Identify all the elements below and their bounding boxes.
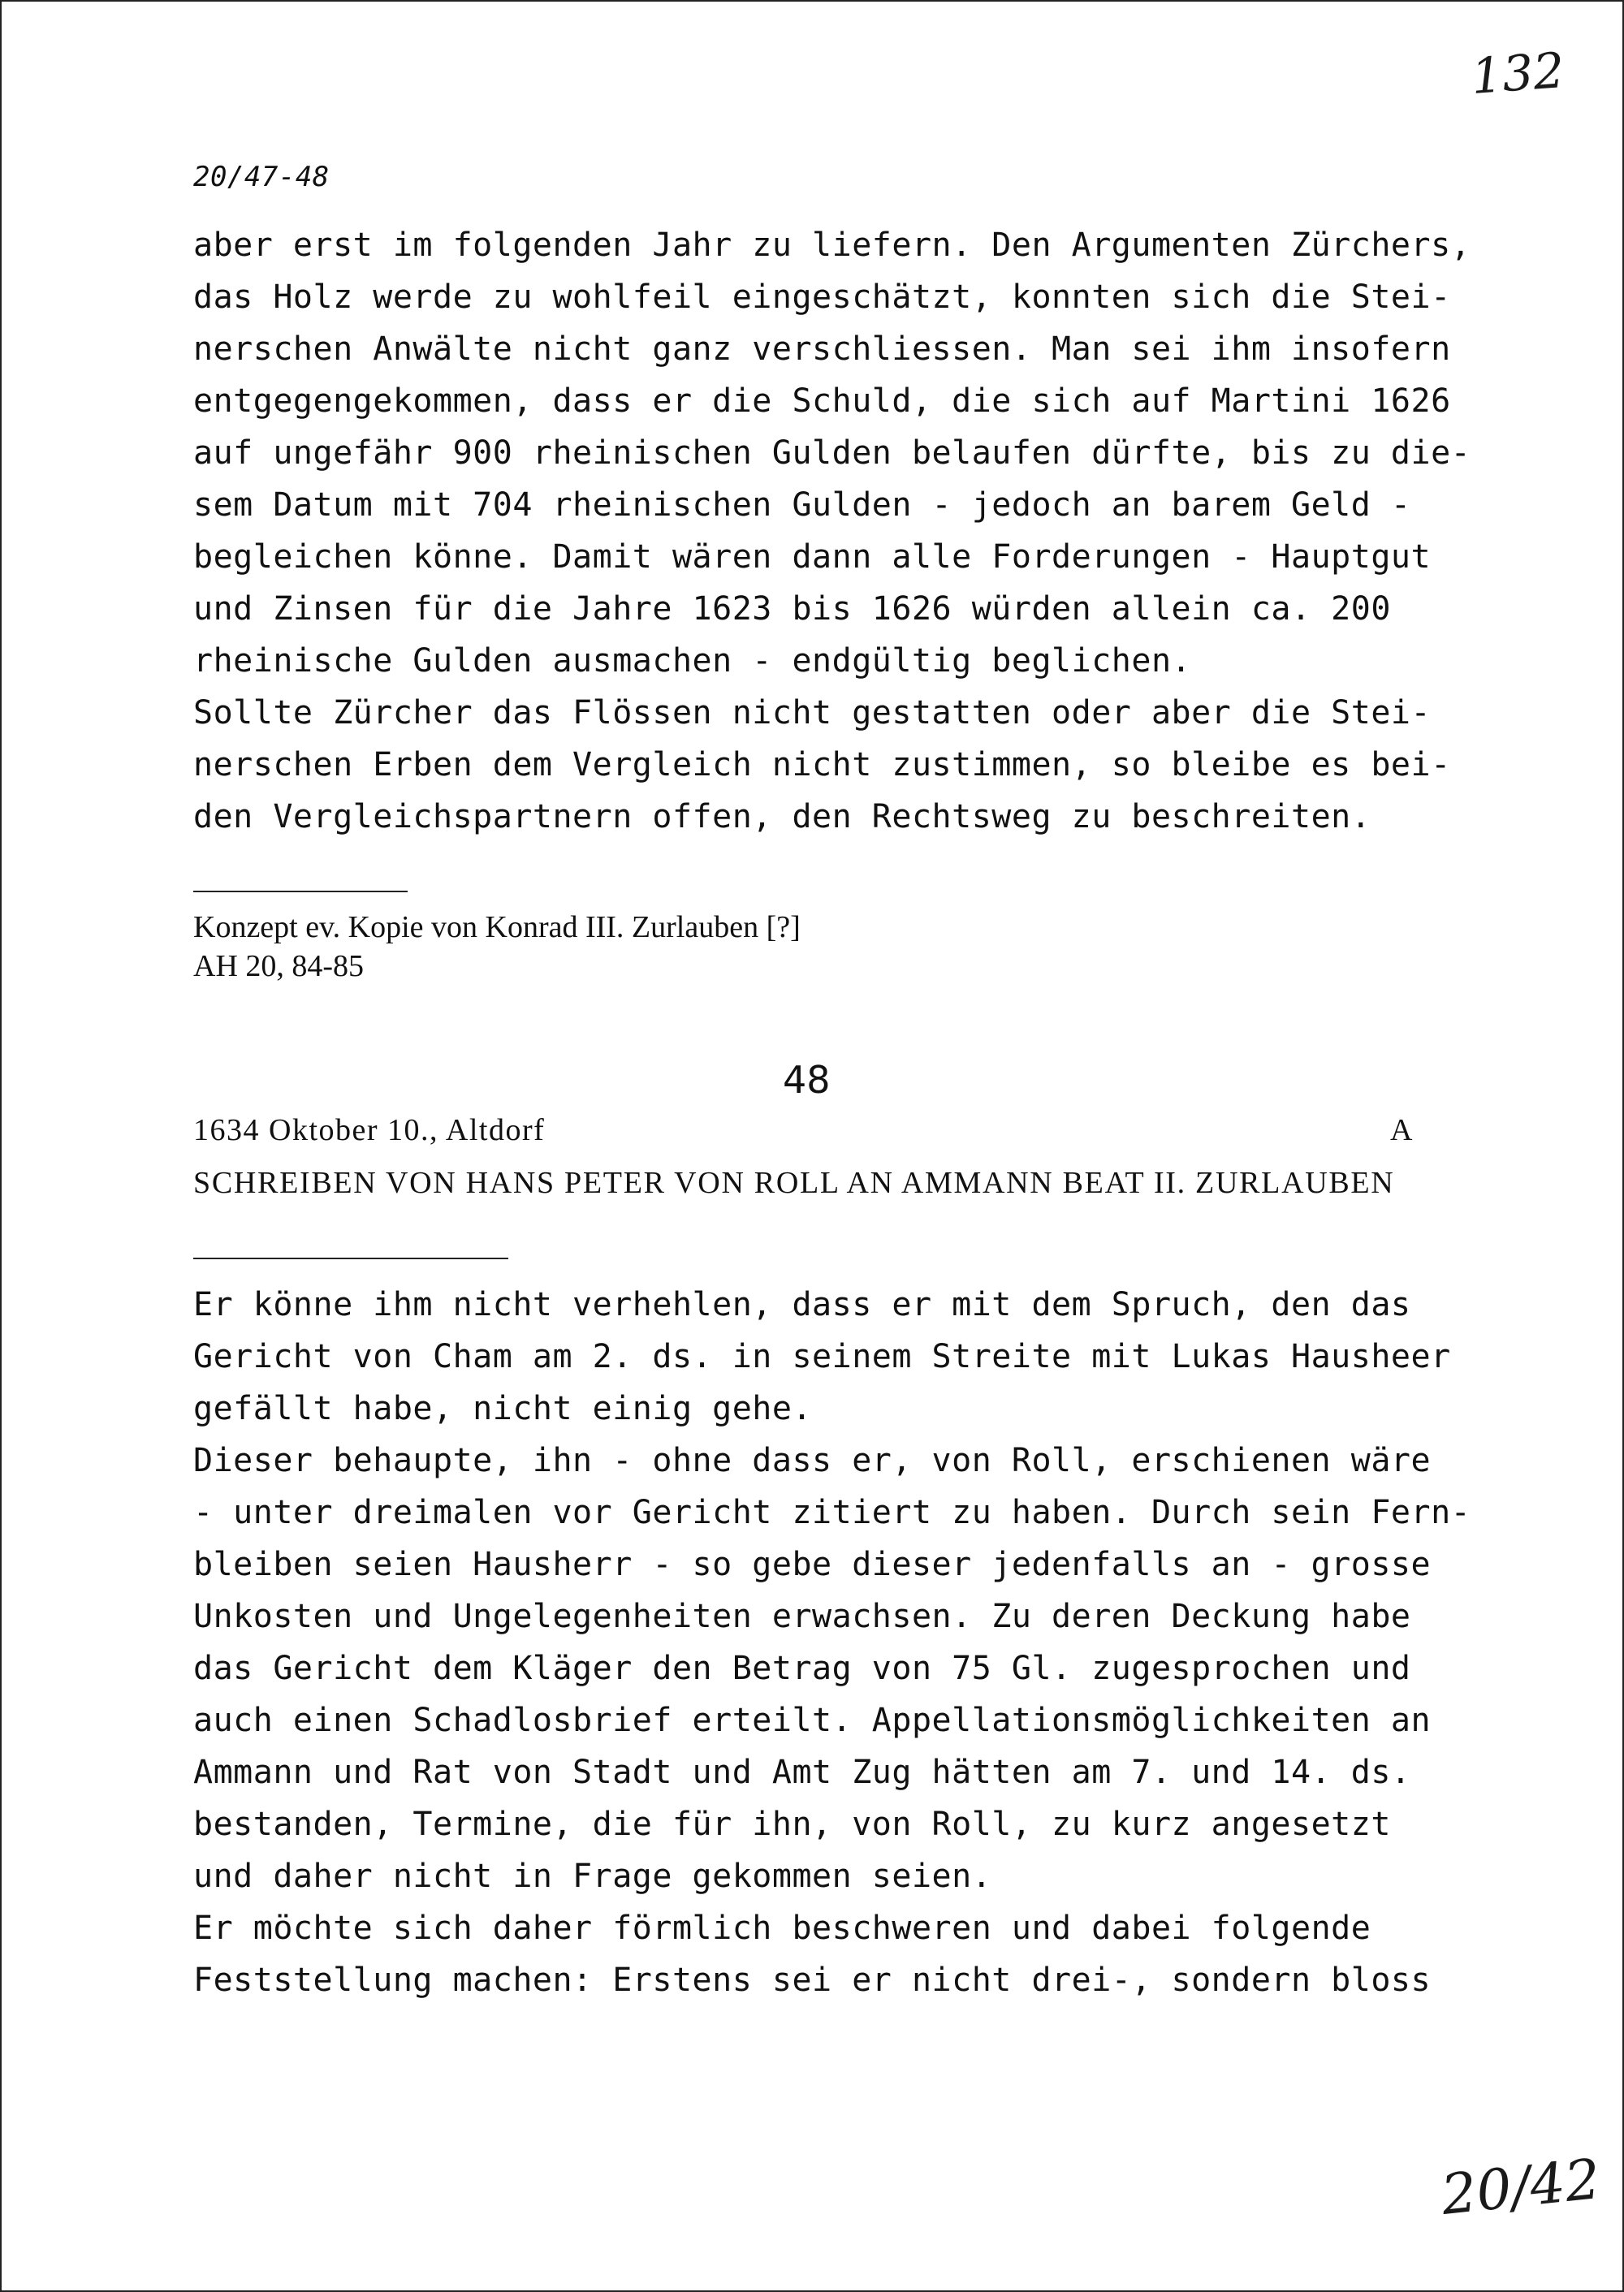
source-note: Konzept ev. Kopie von Konrad III. Zurlauben [?] AH 20, 84-85 (193, 910, 801, 983)
document-paragraph-3: Er möchte sich daher förmlich beschweren und dabei folgende Feststellung machen: Erstens sei er nicht drei-, sondern bloss (193, 1910, 1432, 1999)
handwritten-archive-number: 20/42 (1438, 2147, 1604, 2229)
previous-document-paragraph-2: Sollte Zürcher das Flössen nicht gestatten oder aber die Stei- nerschen Erben dem Vergleich nicht zustimmen, so bleibe es bei- den Vergleichspartnern offen, den Rechtsweg zu beschreiten. (193, 694, 1451, 835)
document-date-place: 1634 Oktober 10., Altdorf (193, 1113, 546, 1147)
document-paragraph-1: Er könne ihm nicht verhehlen, dass er mit dem Spruch, den das Gericht von Cham am 2. ds. in seinem Streite mit Lukas Hausheer gefällt habe, nicht einig gehe. (193, 1286, 1451, 1427)
document-number: 48 (783, 1058, 831, 1102)
handwritten-page-number: 132 (1469, 42, 1566, 106)
heading-divider (193, 1258, 508, 1259)
document-type-marker: A (1390, 1113, 1413, 1147)
footnote-divider (193, 891, 408, 892)
document-heading: SCHREIBEN VON HANS PETER VON ROLL AN AMMANN BEAT II. ZURLAUBEN (193, 1166, 1395, 1200)
document-reference: 20/47-48 (193, 161, 330, 193)
previous-document-paragraph-1: aber erst im folgenden Jahr zu liefern. Den Argumenten Zürchers, das Holz werde zu wohlfeil eingeschätzt, konnten sich die Stei- nerschen Anwälte nicht ganz verschliessen. Man sei ihm insofern entgegengekommen, dass er die Schuld, die sich auf Martini 1626 auf ungefähr 900 rheinischen Gulden belaufen dürfte, bis zu die- sem Datum mit 704 rheinischen Gulden - jedoch an barem Geld - begleichen könne. Damit wären dann alle Forderungen - Hauptgut und Zinsen für die Jahre 1623 bis 1626 würden allein ca. 200 rheinische Gulden ausmachen - endgültig beglichen. (193, 227, 1471, 680)
document-paragraph-2: Dieser behaupte, ihn - ohne dass er, von Roll, erschienen wäre - unter dreimalen vor Gericht zitiert zu haben. Durch sein Fern- bleiben seien Hausherr - so gebe dieser jedenfalls an - grosse Unkosten und Ungelegenheiten erwachsen. Zu deren Deckung habe das Gericht dem Kläger den Betrag von 75 Gl. zugesprochen und auch einen Schadlosbrief erteilt. Appellationsmöglichkeiten an Ammann und Rat von Stadt und Amt Zug hätten am 7. und 14. ds. bestanden, Termine, die für ihn, von Roll, zu kurz angesetzt und daher nicht in Frage gekommen seien. (193, 1442, 1471, 1895)
